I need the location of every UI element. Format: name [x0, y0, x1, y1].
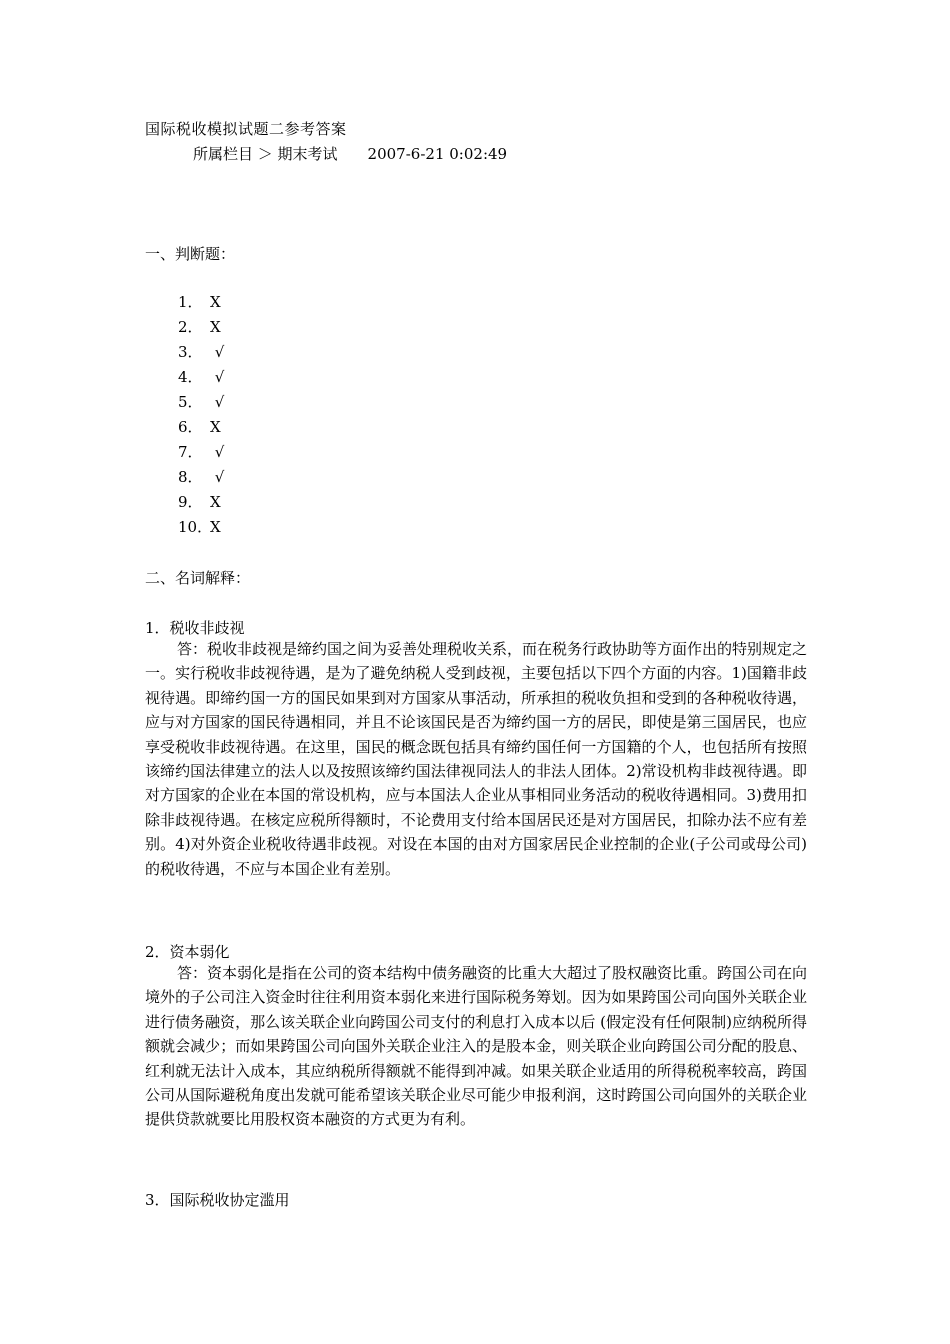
answer-item [178, 292, 224, 317]
term-title: 2．资本弱化 [145, 943, 230, 961]
answer-mark: X [210, 493, 221, 511]
term-answer: 答：资本弱化是指在公司的资本结构中债务融资的比重大大超过了股权融资比重。跨国公司在向境外的子公司注入资金时往往利用资本弱化来进行国际税务筹划。因为如果跨国公司向国外关联企业进行债务融资，那么该关联企业向跨国公司支付的利息打入成本以后 (假定没有任何限制)应纳税所得额就会减少；而如果跨国公司向国外关联企业注入的是股本金，则关联企业向跨国公司分配的股息、红利就无法计入成本，其应纳税所得额就不能得到冲减。如果关联企业适用的所得税税率较高，跨国公司从国际避税角度出发就可能希望该关联企业尽可能少申报利润，这时跨国公司向国外的关联企业提供贷款就要比用股权资本融资的方式更为有利。 [145, 964, 808, 1129]
term-title: 1．税收非歧视 [145, 619, 245, 637]
answer-item [178, 492, 224, 517]
answer-item [178, 367, 224, 392]
answer-item [178, 467, 224, 492]
answer-number: 1． [178, 293, 203, 311]
answer-number: 10． [178, 518, 213, 536]
answer-list [178, 292, 224, 542]
answer-item [178, 417, 224, 442]
category-breadcrumb: 所属栏目 ＞ 期末考试 [193, 145, 338, 163]
answer-number: 9． [178, 493, 203, 511]
term-title: 3．国际税收协定滥用 [145, 1191, 290, 1209]
article-meta [193, 143, 507, 164]
answer-mark: √ [210, 468, 225, 486]
answer-number: 7． [178, 443, 203, 461]
answer-number: 3． [178, 343, 203, 361]
answer-mark: X [210, 518, 221, 536]
answer-item [178, 442, 224, 467]
answer-mark: X [210, 293, 221, 311]
answer-mark: √ [210, 393, 225, 411]
publish-date: 2007-6-21 0:02:49 [367, 145, 508, 163]
answer-number: 5． [178, 393, 203, 411]
answer-item [178, 317, 224, 342]
answer-number: 2． [178, 318, 203, 336]
answer-mark: X [210, 318, 221, 336]
section-heading-terms: 二、名词解释： [145, 569, 251, 587]
answer-item [178, 342, 224, 367]
answer-number: 8． [178, 468, 203, 486]
page-title: 国际税收模拟试题二参考答案 [145, 120, 347, 138]
answer-mark: √ [210, 343, 225, 361]
answer-mark: √ [210, 443, 225, 461]
answer-mark: X [210, 418, 221, 436]
answer-mark: √ [210, 368, 225, 386]
answer-item [178, 392, 224, 417]
term-answer: 答：税收非歧视是缔约国之间为妥善处理税收关系，而在税务行政协助等方面作出的特别规定之一。实行税收非歧视待遇，是为了避免纳税人受到歧视，主要包括以下四个方面的内容。1)国籍非歧视待遇。即缔约国一方的国民如果到对方国家从事活动，所承担的税收负担和受到的各种税收待遇，应与对方国家的国民待遇相同，并且不论该国民是否为缔约国一方的居民，即使是第三国居民，也应享受税收非歧视待遇。在这里，国民的概念既包括具有缔约国任何一方国籍的个人，也包括所有按照该缔约国法律建立的法人以及按照该缔约国法律视同法人的非法人团体。2)常设机构非歧视待遇。即对方国家的企业在本国的常设机构，应与本国法人企业从事相同业务活动的税收待遇相同。3)费用扣除非歧视待遇。在核定应税所得额时，不论费用支付给本国居民还是对方国居民，扣除办法不应有差别。4)对外资企业税收待遇非歧视。对设在本国的由对方国家居民企业控制的企业(子公司或母公司)的税收待遇，不应与本国企业有差别。 [145, 640, 808, 878]
answer-item [178, 517, 224, 542]
answer-number: 4． [178, 368, 203, 386]
section-heading-true-false: 一、判断题： [145, 245, 236, 263]
answer-number: 6． [178, 418, 203, 436]
